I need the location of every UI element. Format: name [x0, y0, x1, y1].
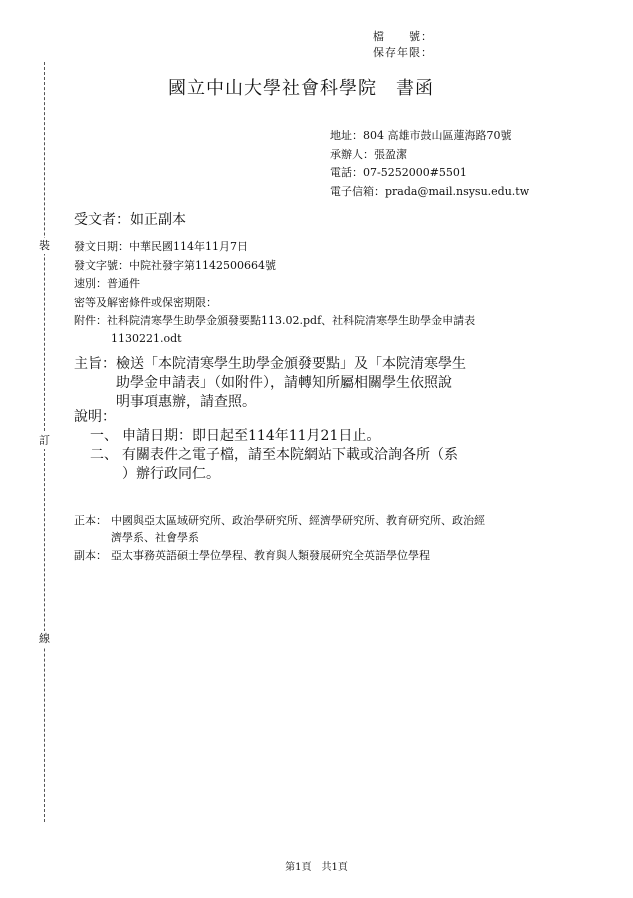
contact-phone: 電話：07-5252000#5501 — [330, 166, 467, 179]
main-recipients-label: 正本： — [74, 514, 107, 527]
secrecy-field: 密等及解密條件或保密期限： — [74, 296, 217, 309]
speed-class: 速別：普通件 — [74, 277, 140, 290]
copy-recipients-text: 亞太事務英語碩士學位學程、教育與人類發展研究全英語學位學程 — [111, 549, 430, 562]
subject-label: 主旨： — [74, 356, 116, 372]
attachment-line-2: 1130221.odt — [111, 332, 182, 345]
recipient: 受文者：如正副本 — [74, 212, 186, 228]
main-recipients-line-1: 中國與亞太區域研究所、政治學研究所、經濟學研究所、教育研究所、政治經 — [111, 514, 485, 527]
subject-line-1: 檢送「本院清寒學生助學金頒發要點」及「本院清寒學生 — [116, 356, 466, 372]
subject-line-2: 助學金申請表」（如附件），請轉知所屬相關學生依照說 — [116, 375, 452, 391]
retention-label: 保存年限： — [373, 46, 433, 59]
contact-address: 地址：804 高雄市鼓山區蓮海路70號 — [330, 129, 512, 142]
main-recipients-line-2: 濟學系、社會學系 — [111, 531, 199, 544]
document-title: 國立中山大學社會科學院 書函 — [168, 78, 434, 99]
contact-handler: 承辦人：張盈潔 — [330, 148, 407, 161]
explanation-item-1-number: 一、 — [90, 428, 118, 444]
copy-recipients-label: 副本： — [74, 549, 107, 562]
page-footer: 第1頁 共1頁 — [285, 862, 348, 873]
contact-email: 電子信箱：prada@mail.nsysu.edu.tw — [330, 185, 530, 198]
explanation-label: 說明： — [74, 409, 116, 425]
attachment-line-1: 附件：社科院清寒學生助學金頒發要點113.02.pdf、社科院清寒學生助學金申請表 — [74, 314, 476, 327]
binding-char-ding: 訂 — [39, 434, 50, 447]
binding-char-zhuang: 裝 — [39, 239, 50, 252]
issue-date: 發文日期：中華民國114年11月7日 — [74, 240, 248, 253]
subject-line-3: 明事項惠辦，請查照。 — [116, 394, 256, 410]
file-number-label: 檔 號： — [373, 30, 433, 43]
explanation-item-2-number: 二、 — [90, 447, 118, 463]
explanation-item-2-line-2: ）辦行政同仁。 — [122, 466, 220, 482]
explanation-item-2-line-1: 有關表件之電子檔，請至本院網站下載或洽詢各所（系 — [122, 447, 458, 463]
binding-char-xian: 線 — [39, 632, 50, 645]
explanation-item-1-text: 申請日期：即日起至114年11月21日止。 — [122, 428, 381, 444]
issue-number: 發文字號：中院社發字第1142500664號 — [74, 259, 276, 272]
